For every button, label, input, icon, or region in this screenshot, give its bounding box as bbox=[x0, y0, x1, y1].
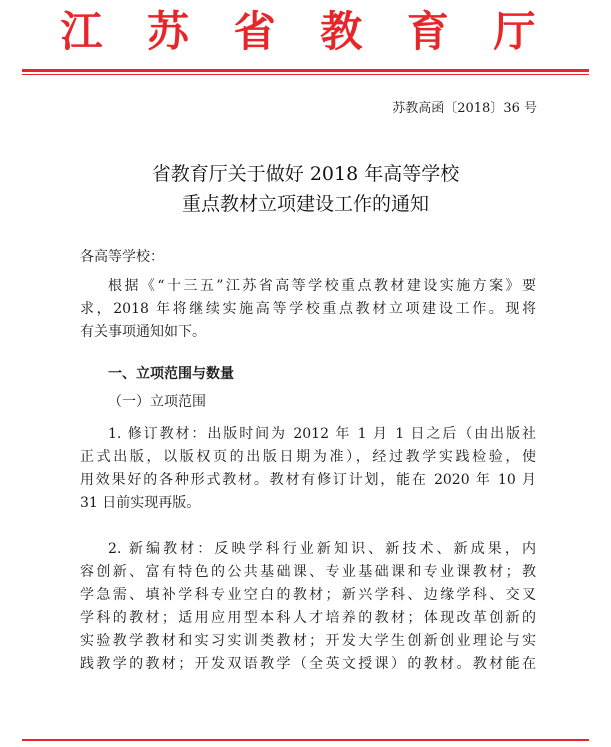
section-heading-1: 一、立项范围与数量 bbox=[108, 366, 234, 382]
list-item-2 bbox=[80, 538, 536, 676]
salutation: 各高等学校： bbox=[80, 249, 164, 265]
document-number: 苏教高函〔2018〕36 号 bbox=[392, 101, 537, 116]
paragraph-line: 31 日前实现再版。 bbox=[80, 495, 201, 511]
paragraph-line: 正式出版，以版权页的出版日期为准），经过教学实践检验，使 bbox=[80, 449, 536, 465]
paragraph-line: 实验教学教材和实习实训类教材；开发大学生创新创业理论与实 bbox=[80, 633, 536, 649]
issuing-agency-title: 江 苏 省 教 育 厅 bbox=[60, 7, 551, 56]
footer-red-rule bbox=[22, 739, 589, 741]
subsection-heading-1: （一）立项范围 bbox=[108, 394, 206, 410]
paragraph-line: 容创新、富有特色的公共基础课、专业基础课和专业课教材；教 bbox=[80, 564, 536, 580]
paragraph-line: 用效果好的各种形式教材。教材有修订计划，能在 2020 年 10 月 bbox=[80, 472, 536, 488]
header-red-rule bbox=[22, 69, 589, 72]
document-title-line-2: 重点教材立项建设工作的通知 bbox=[181, 193, 429, 215]
paragraph-line: 求，2018 年将继续实施高等学校重点教材立项建设工作。现将 bbox=[80, 301, 536, 317]
paragraph-1 bbox=[80, 275, 536, 344]
paragraph-line: 根据《“十三五”江苏省高等学校重点教材建设实施方案》要 bbox=[108, 278, 536, 294]
paragraph-line: 践教学的教材；开发双语教学（全英文授课）的教材。教材能在 bbox=[80, 656, 536, 672]
paragraph-line: 2. 新编教材：反映学科行业新知识、新技术、新成果，内 bbox=[108, 541, 536, 557]
list-item-1 bbox=[80, 423, 536, 515]
paragraph-line: 有关事项通知如下。 bbox=[80, 324, 206, 340]
document-title bbox=[0, 159, 611, 219]
paragraph-line: 1. 修订教材：出版时间为 2012 年 1 月 1 日之后（由出版社 bbox=[108, 426, 536, 442]
document-title-line-1: 省教育厅关于做好 2018 年高等学校 bbox=[151, 163, 460, 185]
paragraph-line: 学急需、填补学科专业空白的教材；新兴学科、边缘学科、交叉 bbox=[80, 587, 536, 603]
paragraph-line: 学科的教材；适用应用型本科人才培养的教材；体现改革创新的 bbox=[80, 610, 536, 626]
header-red-rule-thin bbox=[22, 74, 589, 75]
